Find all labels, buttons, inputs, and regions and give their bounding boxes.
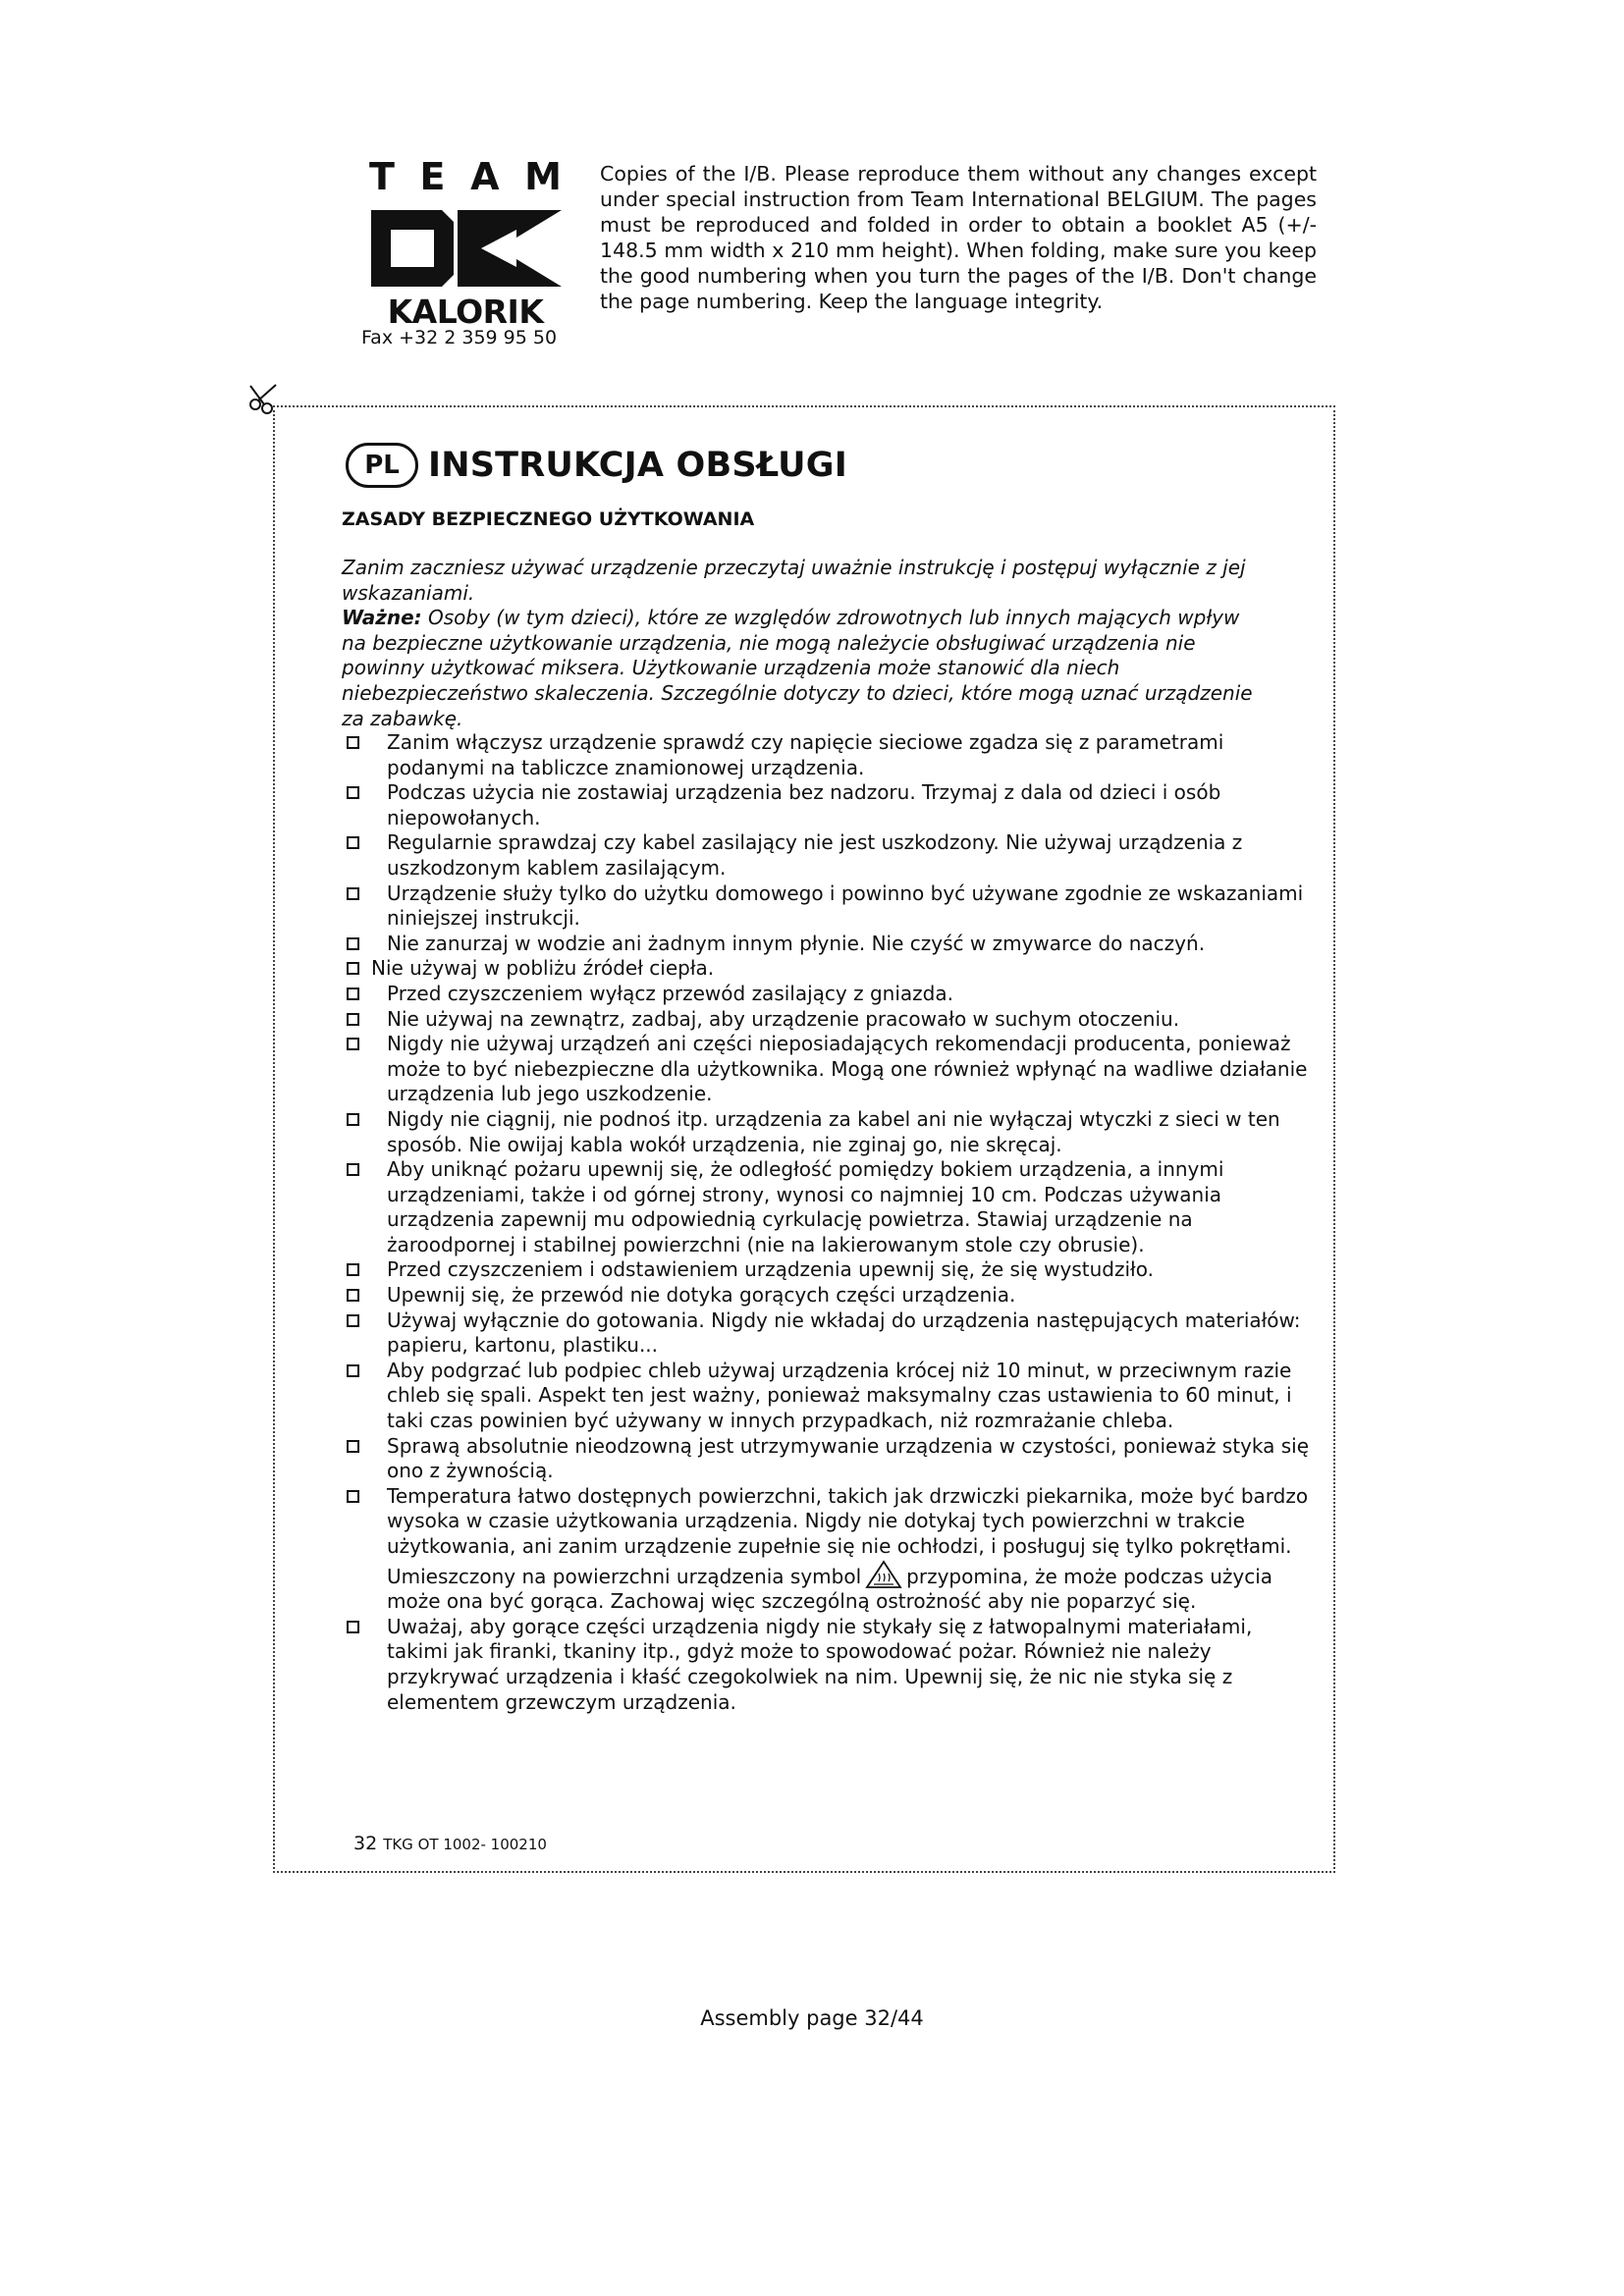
list-item-text: Nigdy nie ciągnij, nie podnoś itp. urządzenia za kabel ani nie wyłączaj wtyczki z sieci w ten sposób. Nie owijaj kabla wokół urządzenia, nie zginaj go, nie skręcaj. xyxy=(387,1106,1280,1156)
list-item-text: Podczas użycia nie zostawiaj urządzenia bez nadzoru. Trzymaj z dala od dzieci i osób niepowołanych. xyxy=(387,780,1221,829)
list-item xyxy=(342,1434,1314,1484)
checkbox-bullet-icon xyxy=(347,1289,359,1302)
section-heading: ZASADY BEZPIECZNEGO UŻYTKOWANIA xyxy=(342,508,755,530)
list-item-text: Aby podgrzać lub podpiec chleb używaj urządzenia krócej niż 10 minut, w przeciwnym razie chleb się spali. Aspekt ten jest ważny, ponieważ maksymalny czas ustawienia to 60 minut, i taki czas powinien być używany w innych przypadkach, niż rozmrażanie chleba. xyxy=(387,1358,1292,1433)
logo-letter: T xyxy=(369,155,395,198)
logo-kalorik-text: KALORIK xyxy=(387,293,544,331)
document-code: TKG OT 1002- 100210 xyxy=(383,1836,547,1853)
list-item-text: Przed czyszczeniem i odstawieniem urządzenia upewnij się, że się wystudziło. xyxy=(387,1257,1154,1282)
list-item xyxy=(342,1359,1314,1434)
list-item xyxy=(342,780,1314,830)
fax-number: Fax +32 2 359 95 50 xyxy=(361,327,558,348)
language-badge: PL xyxy=(346,443,418,488)
list-item xyxy=(342,1484,1314,1615)
important-label: Ważne: xyxy=(342,606,422,630)
assembly-page-label: Assembly page 32/44 xyxy=(700,2006,924,2030)
important-paragraph xyxy=(342,606,1270,731)
list-item-text: Nigdy nie używaj urządzeń ani części nieposiadających rekomendacji producenta, ponieważ może to być niebezpieczne dla użytkownika. Mogą one również wpłynąć na wadliwe działanie urządzenia lub jego uszkodzenie. xyxy=(387,1032,1308,1106)
checkbox-bullet-icon xyxy=(347,736,359,749)
list-item xyxy=(342,1007,1314,1033)
checkbox-bullet-icon xyxy=(347,1314,359,1327)
checkbox-bullet-icon xyxy=(347,1490,359,1503)
list-item-text: Przed czyszczeniem wyłącz przewód zasilający z gniazda. xyxy=(387,981,953,1005)
team-kalorik-logo-icon xyxy=(369,204,562,293)
logo-letter: E xyxy=(419,155,446,198)
checkbox-bullet-icon xyxy=(347,1621,359,1633)
list-item-text: Uważaj, aby gorące części urządzenia nigdy nie stykały się z łatwopalnymi materiałami, takimi jak firanki, tkaniny itp., gdyż może to spowodować pożar. Również nie należy przykrywać urządzenia i kłaść czegokolwiek na nim. Upewnij się, że nic nie styka się z elementem grzewczym urządzenia. xyxy=(387,1614,1253,1714)
list-item xyxy=(342,1283,1314,1308)
list-item-text: Upewnij się, że przewód nie dotyka gorących części urządzenia. xyxy=(387,1283,1016,1308)
logo-team-text xyxy=(369,157,562,196)
list-item-text: Nie zanurzaj w wodzie ani żadnym innym płynie. Nie czyść w zmywarce do naczyń. xyxy=(387,931,1206,955)
list-item xyxy=(342,932,1314,957)
list-item-text: Regularnie sprawdzaj czy kabel zasilający nie jest uszkodzony. Nie używaj urządzenia z uszkodzonym kablem zasilającym. xyxy=(387,830,1243,880)
checkbox-bullet-icon xyxy=(347,1113,359,1126)
checkbox-bullet-icon xyxy=(347,836,359,849)
page-footer xyxy=(353,1833,547,1854)
list-item xyxy=(342,1107,1314,1157)
list-item xyxy=(342,830,1314,881)
list-item-text: przypomina, że może podczas użycia może ona być gorąca. Zachowaj więc szczególną ostrożność aby nie poparzyć się. xyxy=(387,1564,1273,1614)
checkbox-bullet-icon xyxy=(347,1163,359,1176)
list-item xyxy=(342,982,1314,1007)
team-kalorik-logo xyxy=(369,157,562,330)
page-number: 32 xyxy=(353,1833,378,1854)
list-item xyxy=(342,1615,1314,1715)
list-item-text: Sprawą absolutnie nieodzowną jest utrzymywanie urządzenia w czystości, ponieważ styka się ono z żywnością. xyxy=(387,1433,1310,1483)
manual-title-row xyxy=(346,443,847,488)
checkbox-bullet-icon xyxy=(347,887,359,900)
intro-text xyxy=(342,556,1270,731)
checkbox-bullet-icon xyxy=(347,1013,359,1026)
list-item-text: Urządzenie służy tylko do użytku domowego i powinno być używane zgodnie ze wskazaniami niniejszej instrukcji. xyxy=(387,881,1304,931)
checkbox-bullet-icon xyxy=(347,1263,359,1276)
list-item xyxy=(342,1157,1314,1257)
reproduction-note: Copies of the I/B. Please reproduce them without any changes except under special instruction from Team International BELGIUM. The pages must be reproduced and folded in order to obtain a booklet A5 (+/- 148.5 mm width x 210 mm height). When folding, make sure you keep the good numbering when you turn the pages of the I/B. Don't change the page numbering. Keep the language integrity. xyxy=(600,162,1317,313)
list-item-text: Nie używaj w pobliżu źródeł ciepła. xyxy=(371,956,715,981)
checkbox-bullet-icon xyxy=(347,1440,359,1453)
list-item xyxy=(342,881,1314,932)
list-item xyxy=(342,956,1314,982)
list-item xyxy=(342,1257,1314,1283)
intro-paragraph: Zanim zaczniesz używać urządzenie przeczytaj uważnie instrukcję i postępuj wyłącznie z jej wskazaniami. xyxy=(342,556,1246,605)
list-item-text: Używaj wyłącznie do gotowania. Nigdy nie wkładaj do urządzenia następujących materiałów: papieru, kartonu, plastiku... xyxy=(387,1308,1301,1358)
list-item-text: Nie używaj na zewnątrz, zadbaj, aby urządzenie pracowało w suchym otoczeniu. xyxy=(387,1006,1180,1031)
safety-list xyxy=(342,730,1314,1715)
checkbox-bullet-icon xyxy=(347,937,359,950)
list-item xyxy=(342,730,1314,780)
checkbox-bullet-icon xyxy=(347,786,359,799)
important-text: Osoby (w tym dzieci), które ze względów zdrowotnych lub innych mających wpływ na bezpieczne użytkowanie urządzenia, nie mogą należycie obsługiwać urządzenia nie powinny użytkować miksera. Użytkowanie urządzenia może stanowić dla niech niebezpieczeństwo skaleczenia. Szczególnie dotyczy to dzieci, które mogą uznać urządzenie za zabawkę. xyxy=(342,606,1253,730)
checkbox-bullet-icon xyxy=(347,962,359,975)
list-item xyxy=(342,1032,1314,1107)
list-item xyxy=(342,1308,1314,1359)
logo-letter: M xyxy=(524,155,562,198)
checkbox-bullet-icon xyxy=(347,1364,359,1377)
list-item-text: Aby uniknąć pożaru upewnij się, że odległość pomiędzy bokiem urządzenia, a innymi urządzeniami, także i od górnej strony, wynosi co najmniej 10 cm. Podczas używania urządzenia zapewnij mu odpowiednią cyrkulację powietrza. Stawiaj urządzenie na żaroodpornej i stabilnej powierzchni (nie na lakierowanym stole czy obrusie). xyxy=(387,1157,1224,1256)
list-item-text: Temperatura łatwo dostępnych powierzchni, takich jak drzwiczki piekarnika, może być bardzo wysoka w czasie użytkowania urządzenia. Nigdy nie dotykaj tych powierzchni w trakcie użytkowania, ani zanim urządzenie zupełnie się nie ochłodzi, i posługuj się tylko pokrętłami. Umieszczony na powierzchni urządzenia symbol xyxy=(387,1483,1309,1588)
checkbox-bullet-icon xyxy=(347,1038,359,1050)
hot-surface-warning-icon xyxy=(865,1560,902,1589)
manual-title: INSTRUKCJA OBSŁUGI xyxy=(428,446,847,485)
logo-letter: A xyxy=(470,155,500,198)
checkbox-bullet-icon xyxy=(347,988,359,1000)
list-item-text: Zanim włączysz urządzenie sprawdź czy napięcie sieciowe zgadza się z parametrami podanymi na tabliczce znamionowej urządzenia. xyxy=(387,730,1224,779)
